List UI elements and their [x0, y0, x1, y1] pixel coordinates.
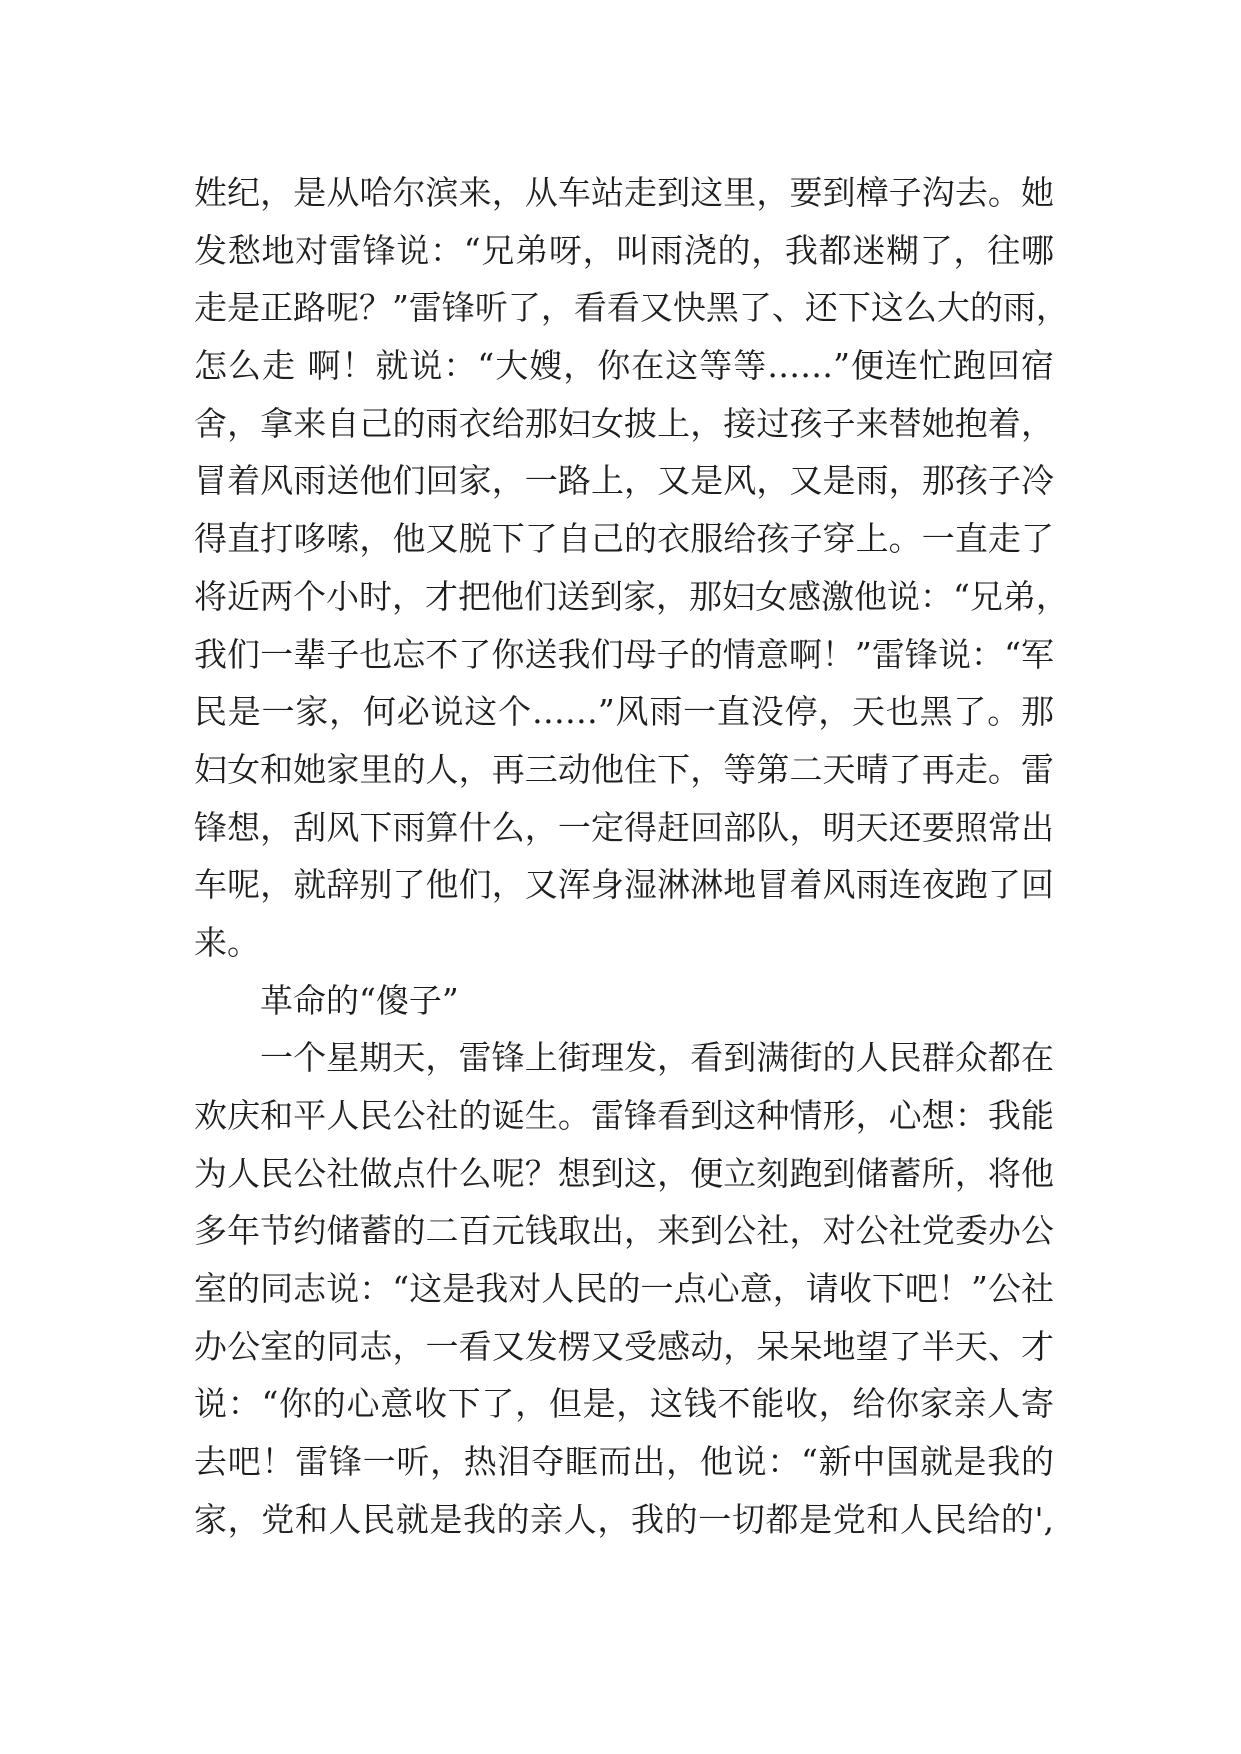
- paragraph-2: [194, 1029, 1054, 1548]
- text-line: 得直打哆嗦，他又脱下了自己的衣服给孩子穿上。一直走了: [194, 519, 1054, 559]
- text-line: 妇女和她家里的人，再三动他住下，等第二天晴了再走。雷: [194, 749, 1054, 789]
- text-line: 一个星期天，雷锋上街理发，看到满街的人民群众都在: [260, 1038, 1054, 1078]
- text-line: 发愁地对雷锋说：“兄弟呀，叫雨浇的，我都迷糊了，往哪: [194, 230, 1054, 270]
- text-line: 家，党和人民就是我的亲人，我的一切都是党和人民给的',: [194, 1499, 1054, 1539]
- text-line: 将近两个小时，才把他们送到家，那妇女感激他说：“兄弟，: [194, 576, 1069, 616]
- text-line: 走是正路呢？”雷锋听了，看看又快黑了、还下这么大的雨，: [194, 288, 1069, 328]
- text-line: 室的同志说：“这是我对人民的一点心意，请收下吧！”公社: [194, 1269, 1054, 1309]
- text-line: 办公室的同志，一看又发楞又受感动，呆呆地望了半天、才: [194, 1326, 1054, 1366]
- paragraph-1: [194, 164, 1069, 972]
- section-heading: 革命的“傻子”: [260, 980, 459, 1020]
- body-text: [194, 164, 1069, 1549]
- text-line: 说：“你的心意收下了，但是，这钱不能收，给你家亲人寄: [194, 1384, 1054, 1424]
- text-line: 民是一家，何必说这个……”风雨一直没停，天也黑了。那: [194, 692, 1054, 732]
- text-line: 冒着风雨送他们回家，一路上，又是风，又是雨，那孩子冷: [194, 461, 1054, 501]
- text-line: 姓纪，是从哈尔滨来，从车站走到这里，要到樟子沟去。她: [194, 173, 1054, 212]
- text-line: 舍，拿来自己的雨衣给那妇女披上，接过孩子来替她抱着，: [194, 403, 1054, 443]
- text-line: 车呢，就辞别了他们，又浑身湿淋淋地冒着风雨连夜跑了回: [194, 865, 1054, 905]
- text-line: 多年节约储蓄的二百元钱取出，来到公社，对公社党委办公: [194, 1211, 1054, 1251]
- text-line: 欢庆和平人民公社的诞生。雷锋看到这种情形，心想：我能: [194, 1096, 1054, 1135]
- text-line: 来。: [194, 922, 260, 962]
- text-line: 怎么走 啊！就说：“大嫂，你在这等等……”便连忙跑回宿: [194, 346, 1054, 386]
- text-line: 为人民公社做点什么呢？想到这，便立刻跑到储蓄所，将他: [194, 1153, 1054, 1193]
- text-line: 锋想，刮风下雨算什么，一定得赶回部队，明天还要照常出: [194, 807, 1054, 847]
- text-line: 我们一辈子也忘不了你送我们母子的情意啊！”雷锋说：“军: [194, 634, 1054, 674]
- text-line: 去吧！雷锋一听，热泪夺眶而出，他说：“新中国就是我的: [194, 1442, 1054, 1482]
